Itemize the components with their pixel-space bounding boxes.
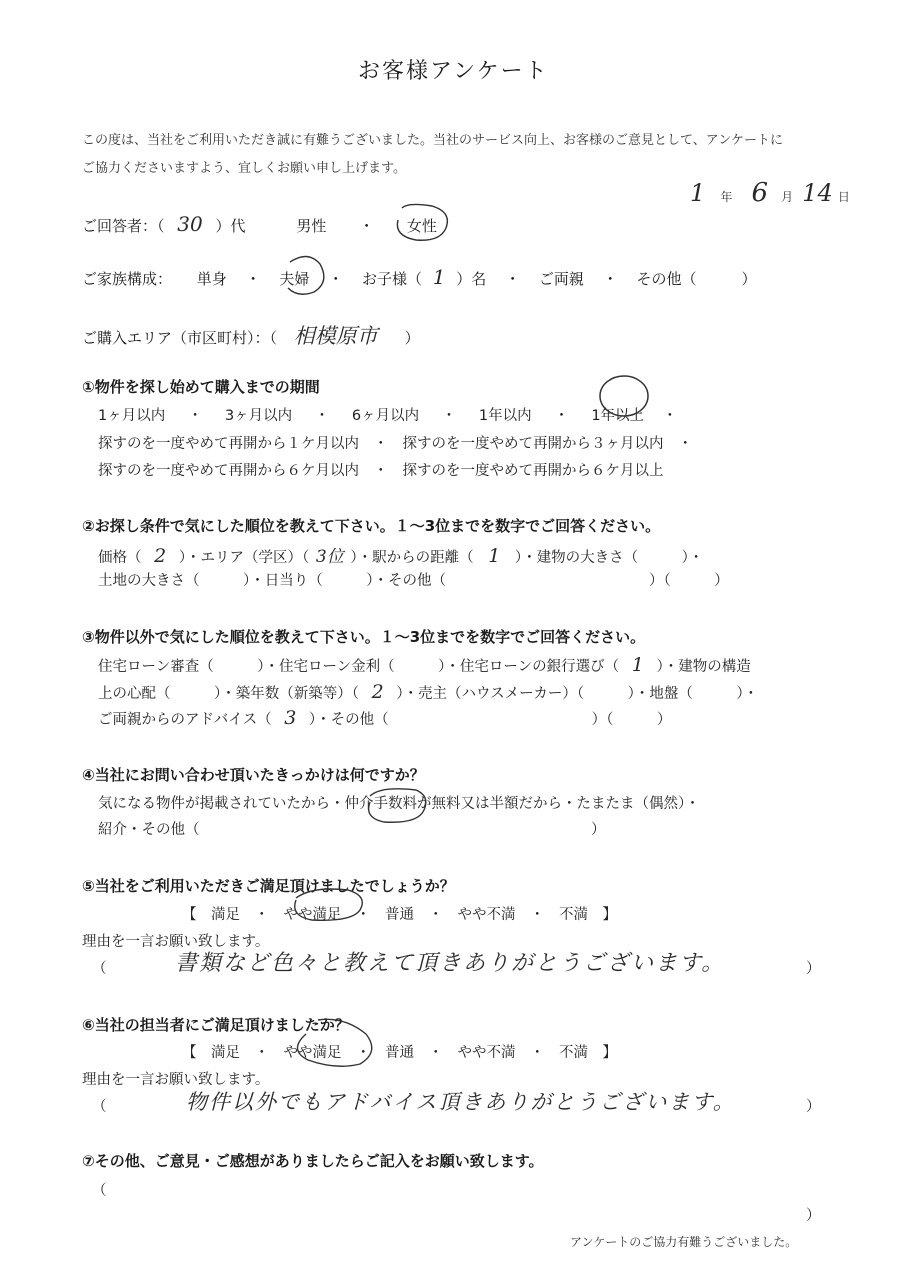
q3-row2-text: 上の心配（ ）・築年数（新築等）（ bbox=[98, 686, 359, 702]
q1-dot: ・ bbox=[187, 408, 203, 424]
respondent-age-suffix: ）代 bbox=[215, 217, 246, 235]
q6-reason-label: 理由を一言お願い致します。 bbox=[82, 1072, 270, 1088]
area-label: ご購入エリア（市区町村）：（ bbox=[82, 329, 278, 347]
family-couple-option[interactable]: 夫婦 bbox=[279, 270, 310, 288]
q6-open-paren: （ bbox=[92, 1099, 107, 1115]
page-title: お客様アンケート bbox=[358, 59, 549, 84]
date-day-label: 日 bbox=[837, 190, 850, 204]
q1-option[interactable]: 6ヶ月以内 bbox=[351, 408, 420, 424]
family-single-option[interactable]: 単身 bbox=[196, 270, 227, 288]
q5-answer[interactable]: 書類など色々と教えて頂きありがとうございます。 bbox=[175, 951, 726, 976]
respondent-female-option[interactable]: 女性 bbox=[406, 217, 437, 235]
family-label: ご家族構成： bbox=[82, 270, 173, 288]
q1-selected-circle-mark bbox=[600, 376, 648, 416]
q7-header: ⑦その他、ご意見・ご感想がありましたらご記入をお願い致します。 bbox=[82, 1152, 544, 1170]
q3-row3-tail: ）・その他（ ）（ ） bbox=[308, 712, 672, 728]
q5-close-paren: ） bbox=[806, 961, 821, 977]
q1-option[interactable]: 1ヶ月以内 bbox=[98, 408, 166, 424]
family-children-count: 1 bbox=[432, 265, 446, 289]
area-value: 相模原市 bbox=[293, 324, 378, 348]
q2-header: ②お探し条件で気にした順位を教えて下さい。１～3位までを数字でご回答ください。 bbox=[82, 517, 661, 535]
family-children-suffix: ）名 bbox=[456, 270, 487, 288]
q1-option[interactable]: 1年以内 bbox=[478, 408, 532, 424]
q1-dot: ・ bbox=[662, 408, 678, 424]
q2-price-rank[interactable]: 2 bbox=[154, 545, 167, 567]
respondent-label: ご回答者：（ bbox=[82, 217, 165, 235]
q2-row-2[interactable]: 土地の大きさ（ ）・日当り（ ）・その他（ ）（ ） bbox=[98, 573, 729, 589]
couple-circle-mark bbox=[288, 256, 324, 294]
respondent-male-option[interactable]: 男性 bbox=[296, 217, 327, 235]
q6-close-paren: ） bbox=[806, 1099, 821, 1115]
q1-row-3[interactable]: 探すのを一度やめて再開から６ケ月以内 ・ 探すのを一度やめて再開から６ケ月以上 bbox=[98, 463, 664, 479]
family-other-option[interactable]: その他（ ） bbox=[636, 270, 757, 288]
q1-dot: ・ bbox=[314, 408, 330, 424]
q1-option-selected[interactable]: 1年以上 bbox=[591, 408, 645, 424]
q7-open-paren: （ bbox=[92, 1183, 107, 1199]
date-year-label: 年 bbox=[720, 190, 733, 204]
q1-dot: ・ bbox=[441, 408, 457, 424]
family-dot: ・ bbox=[245, 270, 261, 288]
respondent-dot: ・ bbox=[359, 217, 375, 235]
q2-size-label: ）・建物の大きさ（ ）・ bbox=[514, 550, 704, 566]
q5-header: ⑤当社をご利用いただきご満足頂けましたでしょうか？ bbox=[82, 877, 455, 895]
female-circle-mark bbox=[397, 204, 447, 240]
q3-row2-tail: ）・売主（ハウスメーカー）（ ）・地盤（ ）・ bbox=[396, 686, 759, 702]
family-dot: ・ bbox=[505, 270, 521, 288]
q4-header: ④当社にお問い合わせ頂いたきっかけは何ですか？ bbox=[82, 766, 425, 784]
q2-price-label: 価格（ bbox=[98, 550, 142, 566]
intro-line-1: この度は、当社をご利用いただき誠に有難うございました。当社のサービス向上、お客様のご意見として、アンケートに bbox=[82, 133, 783, 148]
q5-reason-label: 理由を一言お願い致します。 bbox=[82, 934, 270, 950]
q2-area-rank[interactable]: 3位 bbox=[315, 547, 344, 567]
respondent-age-value: 30 bbox=[177, 212, 203, 236]
date-month-label: 月 bbox=[781, 190, 794, 204]
q3-parents-rank[interactable]: 3 bbox=[284, 707, 297, 729]
q6-selected-circle-mark bbox=[297, 1019, 371, 1066]
area-close: ） bbox=[404, 329, 420, 347]
q2-station-rank[interactable]: 1 bbox=[488, 545, 501, 567]
q5-selected-circle-mark bbox=[295, 889, 363, 920]
q4-selected-circle-mark bbox=[369, 789, 426, 822]
q3-bank-rank[interactable]: 1 bbox=[631, 654, 644, 676]
q6-scale[interactable]: 【 満足 ・ やや満足 ・ 普通 ・ やや不満 ・ 不満 】 bbox=[182, 1045, 617, 1061]
date-day-value: 14 bbox=[802, 179, 833, 207]
q4-row-1[interactable]: 気になる物件が掲載されていたから・仲介手数料が無料又は半額だから・たまたま（偶然）・ bbox=[98, 796, 700, 812]
footer-thanks: アンケートのご協力有難うございました。 bbox=[570, 1235, 798, 1249]
family-parents-option[interactable]: ご両親 bbox=[538, 270, 584, 288]
q3-row3-text: ご両親からのアドバイス（ bbox=[98, 712, 272, 728]
date-month-value: 6 bbox=[751, 178, 769, 208]
family-children-option[interactable]: お子様（ bbox=[361, 270, 422, 288]
q1-option[interactable]: 3ヶ月以内 bbox=[224, 408, 293, 424]
q3-age-rank[interactable]: 2 bbox=[371, 681, 384, 703]
q3-row1-text: 住宅ローン審査（ ）・住宅ローン金利（ ）・住宅ローンの銀行選び（ bbox=[98, 659, 620, 675]
q3-row1-tail: ）・建物の構造 bbox=[656, 659, 751, 675]
q4-row-2[interactable]: 紹介・その他（ ） bbox=[98, 822, 606, 838]
family-dot: ・ bbox=[328, 270, 344, 288]
q7-close-paren: ） bbox=[806, 1208, 821, 1224]
q5-scale[interactable]: 【 満足 ・ やや満足 ・ 普通 ・ やや不満 ・ 不満 】 bbox=[182, 907, 617, 923]
q1-header: ①物件を探し始めて購入までの期間 bbox=[82, 378, 320, 396]
intro-line-2: ご協力くださいますよう、宜しくお願い申し上げます。 bbox=[82, 161, 406, 176]
q2-area-label: ）・エリア（学区）（ bbox=[178, 550, 310, 566]
q1-row-2[interactable]: 探すのを一度やめて再開から１ケ月以内 ・ 探すのを一度やめて再開から３ヶ月以内 ・ bbox=[98, 436, 693, 452]
q5-open-paren: （ bbox=[92, 961, 107, 977]
q3-header: ③物件以外で気にした順位を教えて下さい。１～3位までを数字でご回答ください。 bbox=[82, 628, 646, 646]
family-dot: ・ bbox=[602, 270, 618, 288]
date-year-value: 1 bbox=[690, 179, 706, 207]
q1-dot: ・ bbox=[554, 408, 569, 424]
q2-station-label: ）・駅からの距離（ bbox=[350, 550, 474, 566]
q6-header: ⑥当社の担当者にご満足頂けましたか？ bbox=[82, 1016, 350, 1034]
q6-answer[interactable]: 物件以外でもアドバイス頂きありがとうございます。 bbox=[186, 1090, 736, 1114]
